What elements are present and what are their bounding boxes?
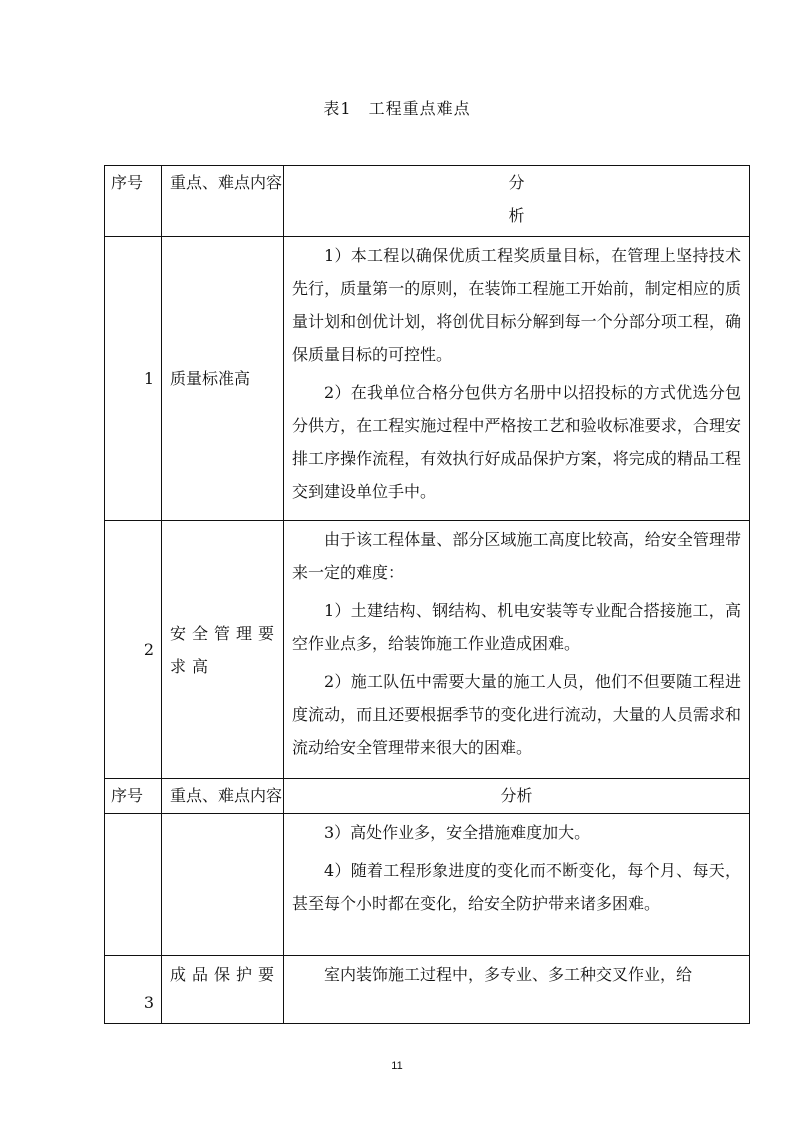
page-number: 11 [391,1060,403,1072]
row-analysis [284,814,750,956]
analysis-paragraph: 室内装饰施工过程中，多专业、多工种交叉作业，给 [324,965,693,984]
row-analysis [284,956,750,1024]
row-topic [162,814,284,956]
row-topic: 成品保护要 [162,956,284,1024]
header-analysis-char-1: 分 [508,173,525,192]
row-number [105,814,162,956]
analysis-paragraph: 1）本工程以确保优质工程奖质量目标，在管理上坚持技术先行，质量第一的原则，在装饰工程施工开始前，制定相应的质量计划和创优计划，将创优目标分解到每一个分部分项工程，确保质量目标的可控性。 [292,246,741,364]
row-analysis [284,237,750,521]
table-row [105,521,750,779]
header-analysis-char-2: 析 [508,206,525,225]
analysis-paragraph: 3）高处作业多，安全措施难度加大。 [324,823,591,842]
header-no: 序号 [105,166,162,237]
analysis-paragraph: 由于该工程体量、部分区域施工高度比较高，给安全管理带来一定的难度： [292,530,741,582]
table-header-row-repeat [105,779,750,814]
table-row [105,814,750,956]
header-analysis [284,166,750,237]
analysis-paragraph: 2）在我单位合格分包供方名册中以招投标的方式优选分包分供方，在工程实施过程中严格按工艺和验收标准要求，合理安排工序操作流程，有效执行好成品保护方案，将完成的精品工程交到建设单位手中。 [292,383,741,501]
header-topic: 重点、难点内容 [162,166,284,237]
table-row [105,956,750,1024]
header-topic: 重点、难点内容 [162,779,284,814]
analysis-paragraph: 4）随着工程形象进度的变化而不断变化，每个月、每天，甚至每个小时都在变化，给安全防护带来诸多困难。 [292,861,741,913]
row-topic: 质量标准高 [162,237,284,521]
header-no: 序号 [105,779,162,814]
analysis-paragraph: 2）施工队伍中需要大量的施工人员，他们不但要随工程进度流动，而且还要根据季节的变化进行流动，大量的人员需求和流动给安全管理带来很大的困难。 [292,672,741,757]
table-header-row [105,166,750,237]
table-row [105,237,750,521]
row-analysis [284,521,750,779]
header-analysis: 分析 [284,779,750,814]
analysis-paragraph: 1）土建结构、钢结构、机电安装等专业配合搭接施工，高空作业点多，给装饰施工作业造成困难。 [292,601,741,653]
row-number: 1 [105,237,162,521]
key-difficulties-table [104,165,750,1024]
row-number: 3 [105,956,162,1024]
table-caption: 表1 工程重点难点 [323,99,471,118]
row-number: 2 [105,521,162,779]
row-topic: 安全管理要求高 [162,521,284,779]
